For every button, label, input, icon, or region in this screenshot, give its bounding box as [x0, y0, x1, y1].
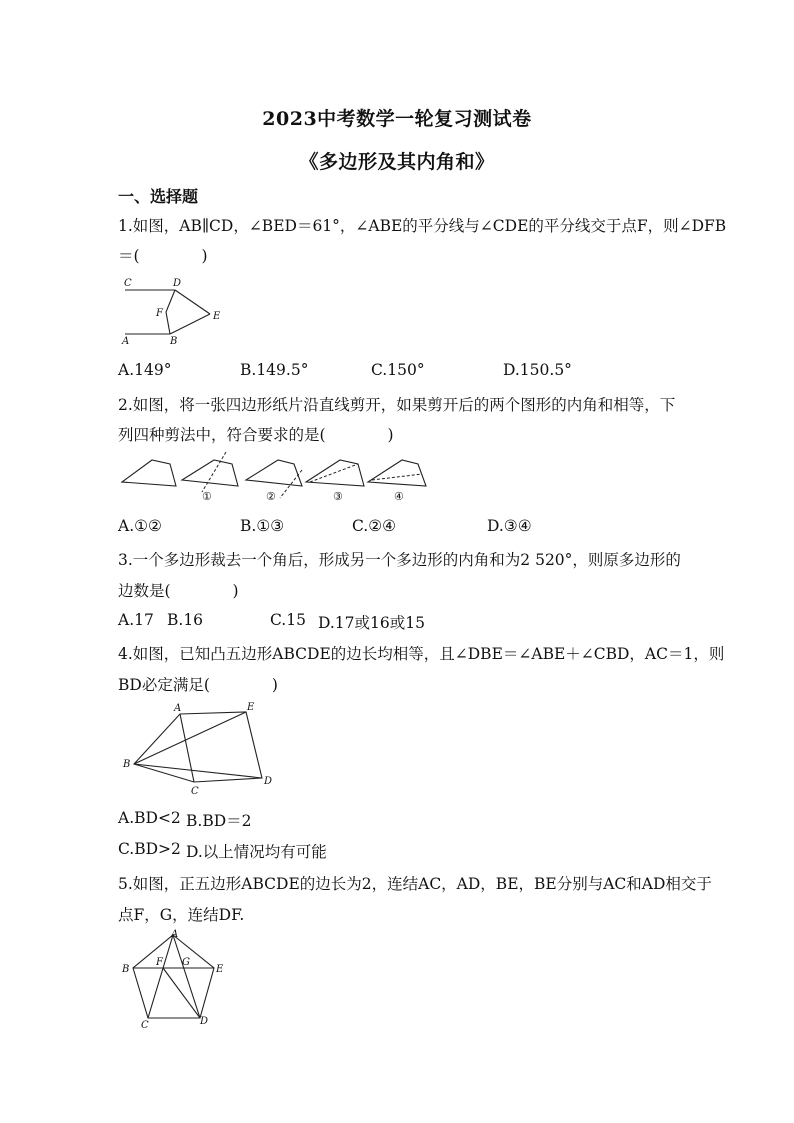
q3-option-a: A.17	[118, 611, 154, 629]
q1-label-f: F	[156, 308, 163, 319]
q5-text-line2: 点F，G，连结DF.	[118, 906, 245, 924]
q4-label-a: A	[174, 703, 182, 714]
q1-option-c: C.150°	[371, 361, 425, 379]
q2-figure	[118, 452, 438, 506]
q5-text-line1: 5.如图，正五边形ABCDE的边长为2，连结AC，AD，BE，BE分别与AC和AD相交于	[118, 875, 712, 893]
page-subtitle: 《多边形及其内角和》	[299, 151, 495, 173]
q2-option-b: B.①③	[240, 517, 285, 535]
q2-text-line1: 2.如图，将一张四边形纸片沿直线剪开，如果剪开后的两个图形的内角和相等，下	[118, 396, 676, 414]
q1-figure	[118, 272, 230, 348]
q4-option-b: B.BD＝2	[186, 812, 252, 830]
q4-label-e: E	[247, 702, 255, 713]
q2-text-line2: 列四种剪法中，符合要求的是( )	[118, 426, 394, 444]
q4-option-d: D.以上情况均有可能	[186, 843, 327, 861]
q4-option-a: A.BD<2	[118, 809, 181, 827]
q1-text-line2: ＝( )	[118, 247, 208, 265]
section-heading: 一、选择题	[118, 187, 199, 206]
q4-label-b: B	[123, 759, 131, 770]
q3-text-line2: 边数是( )	[118, 582, 239, 600]
q4-label-c: C	[191, 786, 199, 797]
q2-option-a: A.①②	[118, 517, 162, 535]
q4-text-line1: 4.如图，已知凸五边形ABCDE的边长均相等，且∠DBE＝∠ABE＋∠CBD，AC＝1，则	[118, 645, 725, 663]
q5-label-d: D	[200, 1016, 209, 1027]
q1-option-b: B.149.5°	[240, 361, 309, 379]
q5-label-e: E	[216, 964, 224, 975]
page-title: 2023中考数学一轮复习测试卷	[262, 108, 532, 130]
q2-label-3: ③	[333, 490, 343, 503]
q5-figure	[118, 928, 230, 1032]
q3-option-d: D.17或16或15	[318, 614, 425, 632]
q4-text-line2: BD必定满足( )	[118, 676, 278, 694]
q5-label-a: A	[171, 929, 179, 940]
q1-label-c: C	[124, 278, 132, 289]
q4-label-d: D	[264, 776, 273, 787]
q5-label-b: B	[122, 964, 130, 975]
q1-text-line1: 1.如图，AB∥CD，∠BED＝61°，∠ABE的平分线与∠CDE的平分线交于点F，则∠DFB	[118, 217, 727, 235]
q3-option-c: C.15	[270, 611, 306, 629]
q2-option-c: C.②④	[352, 517, 397, 535]
q5-label-c: C	[141, 1020, 149, 1031]
q4-option-c: C.BD>2	[118, 840, 181, 858]
q2-option-d: D.③④	[487, 517, 532, 535]
q1-label-d: D	[173, 278, 182, 289]
q1-label-b: B	[170, 336, 178, 347]
q2-label-2: ②	[266, 490, 276, 503]
q2-label-4: ④	[394, 490, 404, 503]
q5-label-f: F	[156, 957, 163, 968]
q1-label-a: A	[122, 336, 130, 347]
q3-text-line1: 3.一个多边形裁去一个角后，形成另一个多边形的内角和为2 520°，则原多边形的	[118, 551, 681, 569]
q1-option-d: D.150.5°	[503, 361, 572, 379]
q1-option-a: A.149°	[118, 361, 172, 379]
q1-label-e: E	[213, 311, 221, 322]
q3-option-b: B.16	[167, 611, 204, 629]
q2-label-1: ①	[202, 490, 212, 503]
q4-figure	[118, 700, 278, 800]
q5-label-g: G	[182, 957, 190, 968]
